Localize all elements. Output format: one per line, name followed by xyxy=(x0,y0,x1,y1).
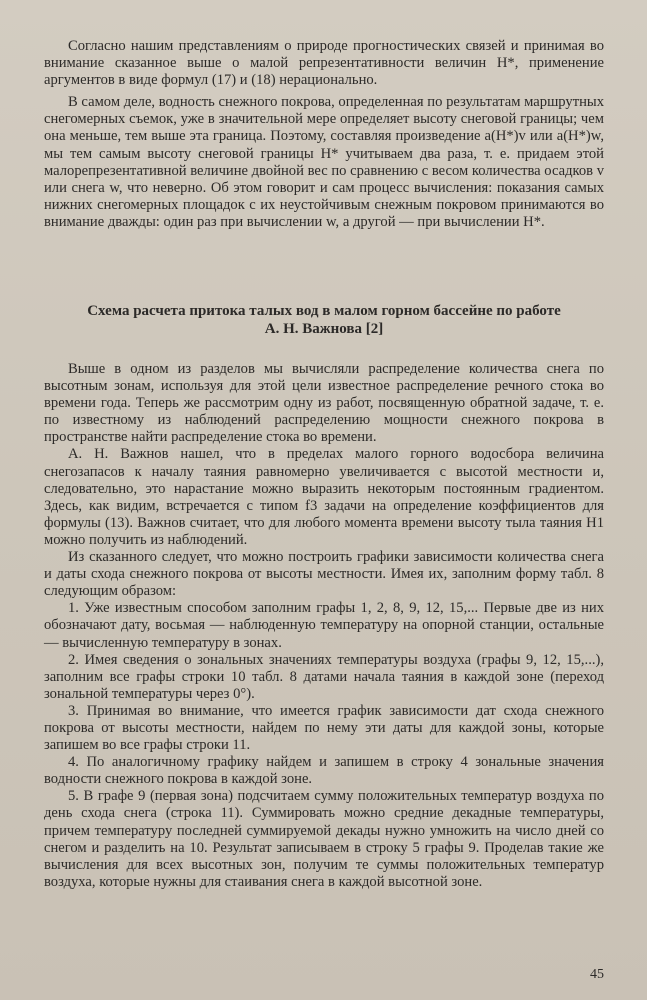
section-heading xyxy=(44,302,604,338)
list-item-step-4: 4. По аналогичному графику найдем и запишем в строку 4 зональные значения водности снежного покрова в каждой зоне. xyxy=(44,754,604,788)
paragraph: Выше в одном из разделов мы вычисляли распределение количества снега по высотным зонам, используя для этой цели известное распределение речного стока во времени года. Теперь же рассмотрим одну из работ, посвященную обратной задаче, т. е. по известному из наблюдений распределению мощности снежного покрова в пространстве найти распределение стока во времени. xyxy=(44,361,604,446)
paragraph: Из сказанного следует, что можно построить графики зависимости количества снега и даты схода снежного покрова от высоты местности. Имея их, заполним форму табл. 8 следующим образом: xyxy=(44,549,604,600)
paragraph: В самом деле, водность снежного покрова, определенная по результатам маршрутных снегомерных съемок, уже в значительной мере определяет высоту снеговой границы; чем она меньше, тем выше эта граница. Поэтому, составляя произведение a(H*)v или a(H*)w, мы тем самым высоту снеговой границы H* учитываем два раза, т. е. придаем этой малорепрезентативной величине двойной вес по сравнению с весом количества осадков v или снега w, что неверно. Об этом говорит и сам процесс вычисления: показания самых нижних снегомерных площадок с их неустойчивым снежным покровом принимаются во внимание дважды: один раз при вычислении w, а другой — при вычислении H*. xyxy=(44,94,604,230)
list-item-step-3: 3. Принимая во внимание, что имеется график зависимости дат схода снежного покрова от высоты местности, найдем по нему эти даты для каждой зоны, которые запишем во все графы строки 11. xyxy=(44,702,604,754)
list-item-step-5: 5. В графе 9 (первая зона) подсчитаем сумму положительных температур воздуха по день схода снега (строка 11). Суммировать можно средние декадные температуры, причем температуру последней суммируемой декады нужно умножить на число дней со снегом и разделить на 10. Результат записываем в строку 5 графы 9. Проделав такие же вычисления для всех высотных зон, получим те суммы положительных температур воздуха, которые нужны для стаивания снега в каждой высотной зоне. xyxy=(44,788,604,890)
paragraph: А. Н. Важнов нашел, что в пределах малого горного водосбора величина снегозапасов к началу таяния равномерно увеличивается с высотой местности и, следовательно, это нарастание можно выразить некоторым постоянным градиентом. Здесь, как видим, встречается с типом f3 задачи на определение коэффициентов для формулы (13). Важнов считает, что для любого момента времени высоту тыла таяния H1 можно получить из наблюдений. xyxy=(44,446,604,548)
heading-line-1: Схема расчета притока талых вод в малом горном бассейне по работе xyxy=(87,303,561,319)
paragraph: Согласно нашим представлениям о природе прогностических связей и принимая во внимание сказанное выше о малой репрезентативности величин H*, применение аргументов в виде формул (17) и (18) нерационально. xyxy=(44,38,604,89)
list-item-step-1: 1. Уже известным способом заполним графы 1, 2, 8, 9, 12, 15,... Первые две из них обозначают дату, восьмая — наблюденную температуру на опорной станции, остальные — вычисленную температуру в зонах. xyxy=(44,600,604,651)
section-intro xyxy=(44,38,604,231)
list-item-step-2: 2. Имея сведения о зональных значениях температуры воздуха (графы 9, 12, 15,...), заполним все графы строки 10 табл. 8 датами начала таяния в каждой зоне (переход зональной температуры через 0°). xyxy=(44,651,604,702)
page-number: 45 xyxy=(590,967,604,982)
heading-line-2: А. Н. Важнова [2] xyxy=(264,321,384,337)
section-vazhnov-scheme xyxy=(44,361,604,891)
